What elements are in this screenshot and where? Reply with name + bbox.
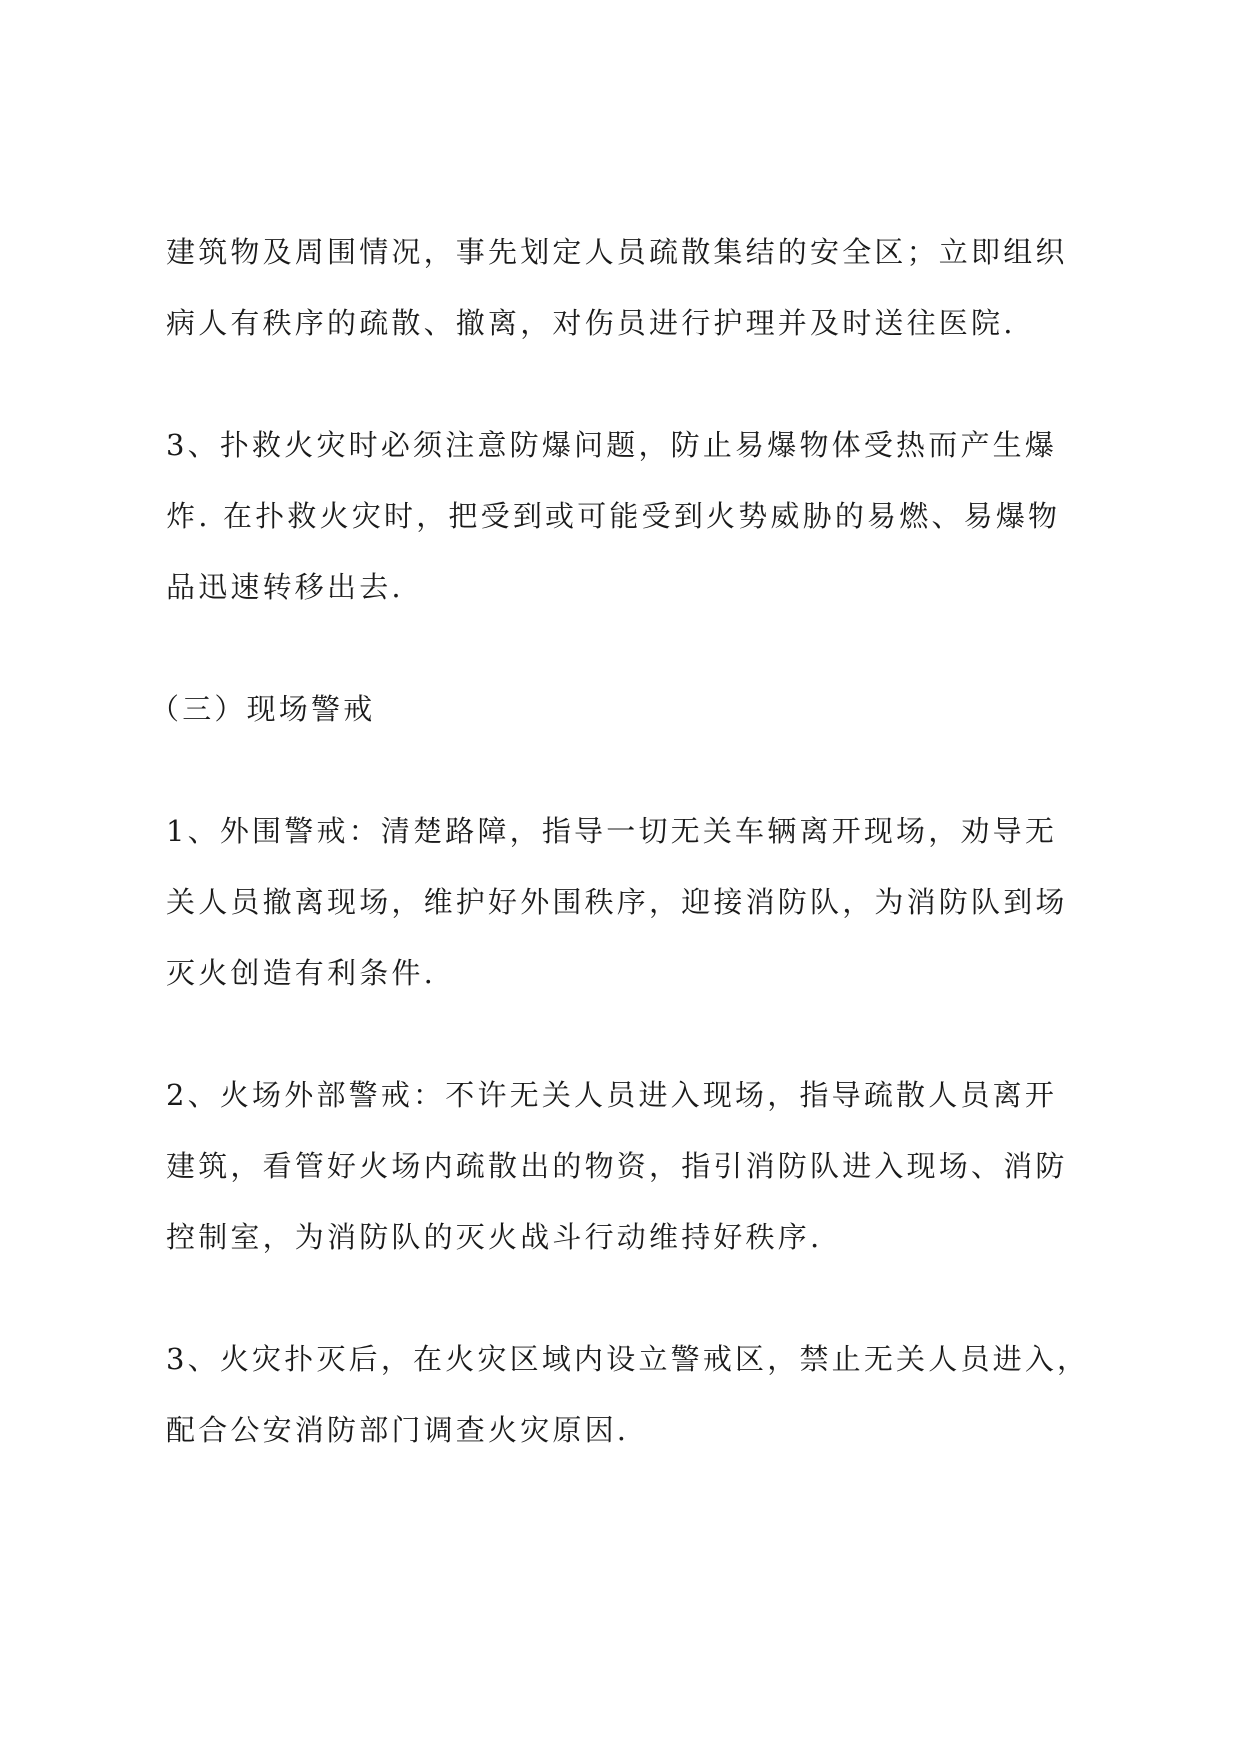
text-line: 品迅速转移出去. xyxy=(166,570,404,604)
text-line: 病人有秩序的疏散、撤离，对伤员进行护理并及时送往医院. xyxy=(166,306,1016,340)
text-line: 配合公安消防部门调查火灾原因. xyxy=(166,1413,630,1447)
text-line: 灭火创造有利条件. xyxy=(166,956,437,990)
text-line: 控制室，为消防队的灭火战斗行动维持好秩序. xyxy=(166,1220,823,1254)
text-line: 建筑，看管好火场内疏散出的物资，指引消防队进入现场、消防 xyxy=(166,1149,1068,1183)
text-line: 3、火灾扑灭后，在火灾区域内设立警戒区，禁止无关人员进入， xyxy=(166,1342,1090,1376)
text-line: 2、火场外部警戒：不许无关人员进入现场，指导疏散人员离开 xyxy=(166,1078,1058,1112)
text-line: 3、扑救火灾时必须注意防爆问题，防止易爆物体受热而产生爆 xyxy=(166,428,1058,462)
text-line: 建筑物及周围情况，事先划定人员疏散集结的安全区；立即组织 xyxy=(166,235,1068,269)
text-line: 炸. 在扑救火灾时，把受到或可能受到火势威胁的易燃、易爆物 xyxy=(166,499,1061,533)
text-line: 关人员撤离现场，维护好外围秩序，迎接消防队，为消防队到场 xyxy=(166,885,1068,919)
text-line: 1、外围警戒：清楚路障，指导一切无关车辆离开现场，劝导无 xyxy=(166,814,1058,848)
section-heading: （三）现场警戒 xyxy=(150,692,376,726)
